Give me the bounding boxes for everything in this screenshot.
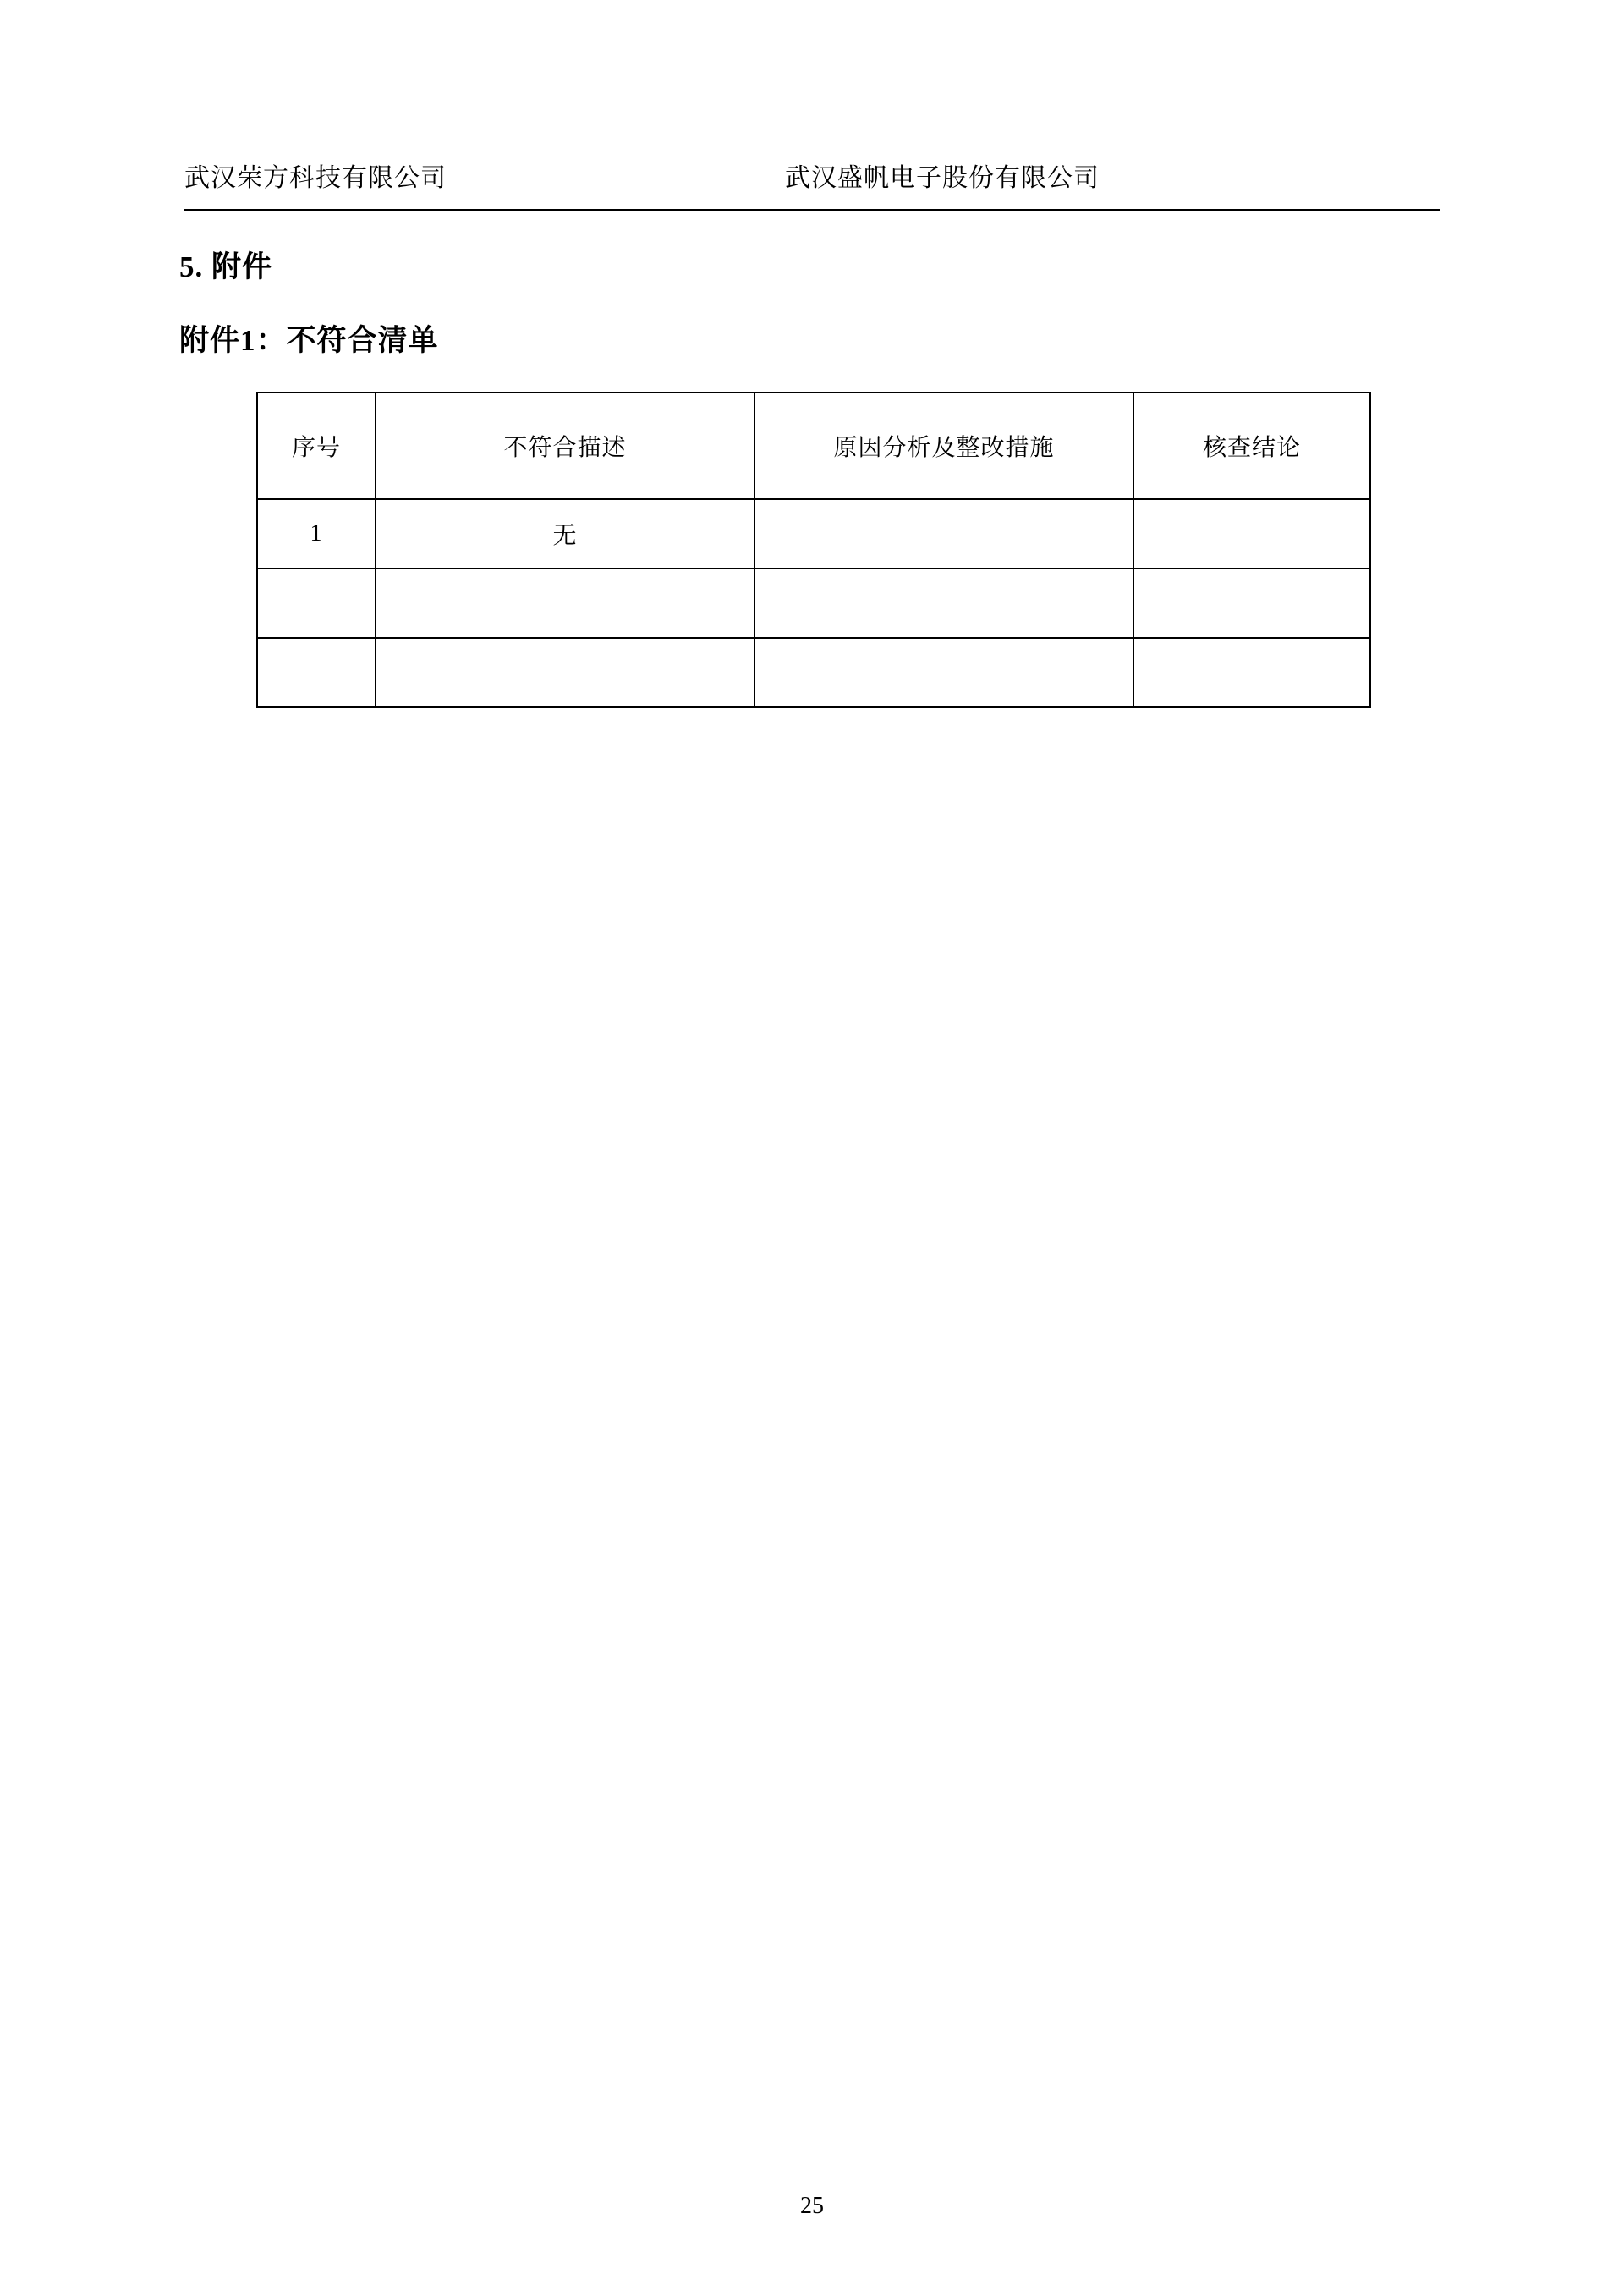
header-divider <box>184 209 1440 211</box>
table-header-row <box>257 393 1370 499</box>
table-header-cell-conclusion: 核查结论 <box>1133 393 1370 499</box>
table-cell-description: 无 <box>376 499 754 569</box>
table-header-cell-cause-action: 原因分析及整改措施 <box>754 393 1133 499</box>
header-right-company: 武汉盛帆电子股份有限公司 <box>785 164 1100 192</box>
table-cell-conclusion <box>1133 499 1370 569</box>
nonconformity-table-wrapper <box>256 392 1369 708</box>
table-cell-conclusion <box>1133 638 1370 707</box>
page-number: 25 <box>800 2193 824 2219</box>
table-cell-index <box>257 569 376 638</box>
table-cell-index: 1 <box>257 499 376 569</box>
table-cell-description <box>376 569 754 638</box>
table-header-cell-index: 序号 <box>257 393 376 499</box>
page-header <box>184 157 1440 194</box>
table-row <box>257 499 1370 569</box>
table-cell-description <box>376 638 754 707</box>
table-cell-conclusion <box>1133 569 1370 638</box>
header-left-company: 武汉荣方科技有限公司 <box>184 164 447 192</box>
nonconformity-table <box>256 392 1371 708</box>
table-header-cell-description: 不符合描述 <box>376 393 754 499</box>
table-row <box>257 638 1370 707</box>
table-cell-index <box>257 638 376 707</box>
table-row <box>257 569 1370 638</box>
section-heading: 5. 附件 <box>179 250 273 283</box>
table-cell-cause-action <box>754 638 1133 707</box>
table-cell-cause-action <box>754 569 1133 638</box>
table-cell-cause-action <box>754 499 1133 569</box>
subsection-heading: 附件1：不符合清单 <box>179 324 439 357</box>
